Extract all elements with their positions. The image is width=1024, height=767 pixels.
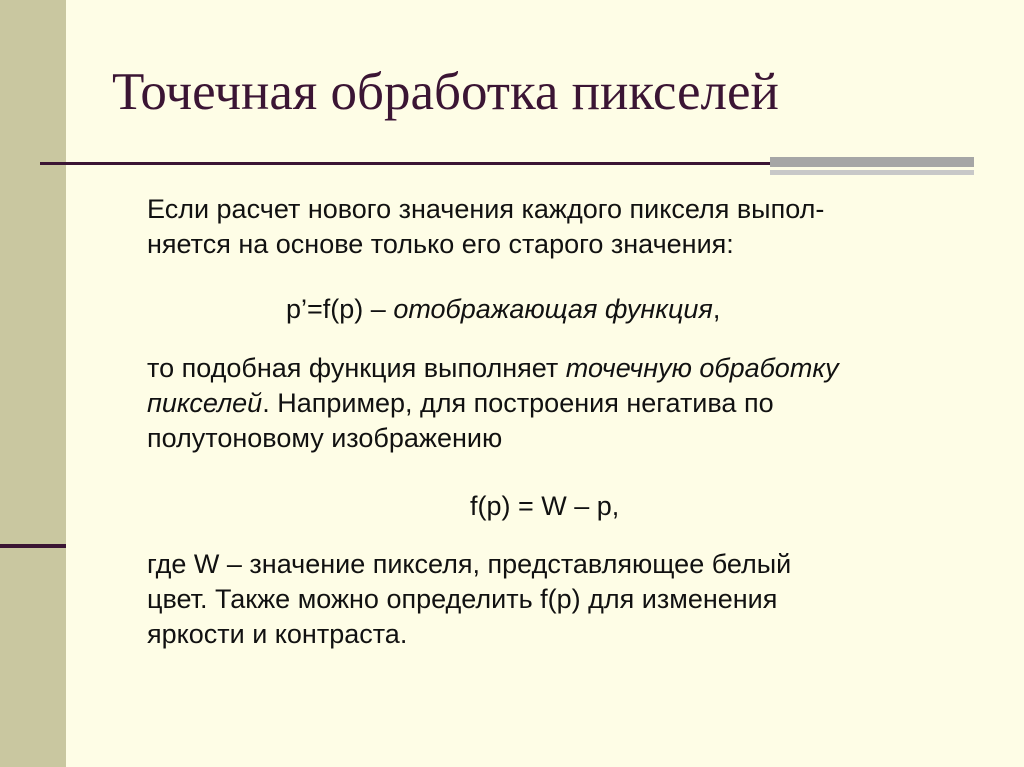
paragraph-white-value-line-1: где W – значение пикселя, представляющее белый xyxy=(147,549,792,579)
term-pixels: пикселей xyxy=(147,388,263,418)
paragraph-intro-line-2: няется на основе только его старого значения: xyxy=(147,229,734,259)
paragraph-intro xyxy=(147,192,824,262)
paragraph-white-value-line-3: яркости и контраста. xyxy=(147,619,408,649)
formula-mapping-expr: p’=f(p) – xyxy=(286,294,394,324)
paragraph-point-processing xyxy=(147,351,839,456)
slide-title: Точечная обработка пикселей xyxy=(112,63,779,121)
paragraph-intro-line-1: Если расчет нового значения каждого пикселя выпол- xyxy=(147,194,825,224)
paragraph-point-processing-line-2 xyxy=(147,386,839,421)
paragraph-white-value xyxy=(147,547,791,652)
formula-negative: f(p) = W – p, xyxy=(470,491,620,521)
formula-mapping-term: отображающая функция xyxy=(393,294,713,324)
formula-mapping-function xyxy=(286,292,720,327)
paragraph-point-processing-line-1 xyxy=(147,351,839,386)
term-point-processing: точечную обработку xyxy=(565,353,839,383)
formula-mapping-tail: , xyxy=(712,294,721,324)
paragraph-point-processing-line-1-text: то подобная функция выполняет xyxy=(147,353,566,383)
paragraph-point-processing-line-2-text: . Например, для построения негатива по xyxy=(262,388,774,418)
paragraph-white-value-line-2: цвет. Также можно определить f(p) для изменения xyxy=(147,584,778,614)
paragraph-point-processing-line-3: полутоновому изображению xyxy=(147,423,503,453)
